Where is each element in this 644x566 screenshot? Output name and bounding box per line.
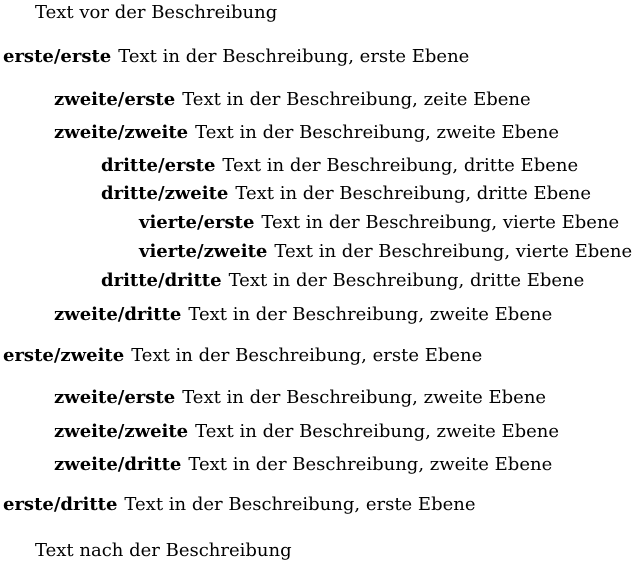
description-item: [3, 46, 469, 68]
outro-paragraph: Text nach der Beschreibung: [35, 540, 292, 561]
description-item: [54, 304, 552, 326]
description-item: [101, 183, 591, 205]
description-text: Text in der Beschreibung, zweite Ebene: [188, 454, 553, 475]
description-text: Text in der Beschreibung, zweite Ebene: [188, 304, 553, 325]
description-term: erste/dritte: [3, 494, 118, 515]
description-item: [139, 212, 619, 234]
description-item: [54, 122, 559, 144]
description-item: [54, 454, 552, 476]
description-text: Text in der Beschreibung, erste Ebene: [118, 46, 470, 67]
description-text: Text in der Beschreibung, vierte Ebene: [274, 241, 633, 262]
description-term: zweite/zweite: [54, 421, 189, 442]
description-text: Text in der Beschreibung, zweite Ebene: [195, 122, 560, 143]
description-item: [54, 421, 559, 443]
description-term: dritte/zweite: [101, 183, 229, 204]
description-item: [139, 241, 632, 263]
description-text: Text in der Beschreibung, vierte Ebene: [261, 212, 620, 233]
description-text: Text in der Beschreibung, zweite Ebene: [182, 387, 547, 408]
description-text: Text in der Beschreibung, dritte Ebene: [235, 183, 592, 204]
description-text: Text in der Beschreibung, erste Ebene: [131, 345, 483, 366]
description-term: erste/erste: [3, 46, 112, 67]
description-term: zweite/dritte: [54, 304, 182, 325]
description-text: Text in der Beschreibung, zweite Ebene: [195, 421, 560, 442]
description-item: [54, 89, 531, 111]
description-text: Text in der Beschreibung, zeite Ebene: [182, 89, 531, 110]
description-term: erste/zweite: [3, 345, 125, 366]
description-term: zweite/zweite: [54, 122, 189, 143]
description-item: [3, 345, 482, 367]
description-term: dritte/dritte: [101, 270, 222, 291]
description-term: vierte/zweite: [139, 241, 268, 262]
description-term: zweite/erste: [54, 387, 176, 408]
description-term: zweite/erste: [54, 89, 176, 110]
description-text: Text in der Beschreibung, erste Ebene: [124, 494, 476, 515]
description-text: Text in der Beschreibung, dritte Ebene: [222, 155, 579, 176]
description-item: [54, 387, 546, 409]
description-item: [101, 270, 584, 292]
description-term: zweite/dritte: [54, 454, 182, 475]
description-item: [3, 494, 476, 516]
intro-paragraph: Text vor der Beschreibung: [35, 2, 278, 23]
description-item: [101, 155, 578, 177]
description-text: Text in der Beschreibung, dritte Ebene: [228, 270, 585, 291]
description-term: vierte/erste: [139, 212, 255, 233]
description-term: dritte/erste: [101, 155, 216, 176]
